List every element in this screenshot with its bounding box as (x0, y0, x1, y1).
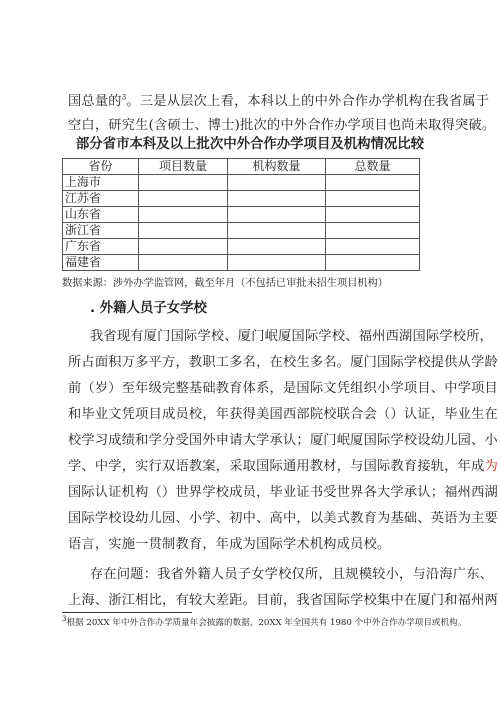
header-province: 省份 (63, 159, 139, 175)
para2-line: 上海、浙江相比，有较大差距。目前，我省国际学校集中在厦门和福州两 (68, 593, 498, 608)
para1-line: 国际认证机构（）世界学校成员，毕业证书受世界各大学承认；福州西湖 (68, 485, 498, 500)
table-row (63, 239, 420, 255)
intro-line-2: 空白，研究生(含硕士、博士)批次的中外合作办学项目也尚未取得突破。 (68, 118, 496, 133)
intro-line-1 (68, 93, 490, 110)
cell-total (326, 175, 420, 191)
para1-line (68, 459, 498, 475)
header-total: 总数量 (326, 159, 420, 175)
footnote-marker: 3 (62, 615, 67, 624)
cell-institutions (228, 255, 326, 271)
cell-institutions (228, 207, 326, 223)
section-heading: . 外籍人员子女学校 (90, 301, 207, 316)
table-source-note: 数据来源：涉外办学监管网，截至年月（不包括已审批未招生项目机构） (62, 278, 388, 289)
cell-total (326, 239, 420, 255)
table-caption: 部分省市本科及以上批次中外合作办学项目及机构情况比较 (75, 137, 425, 152)
header-institution-count: 机构数量 (228, 159, 326, 175)
para1-line: 校学习成绩和学分受国外申请大学承认；厦门岷厦国际学校设幼儿园、小 (68, 433, 498, 448)
cell-institutions (228, 239, 326, 255)
cell-institutions (228, 175, 326, 191)
cell-institutions (228, 191, 326, 207)
cell-projects (139, 191, 228, 207)
footnote-ref: 3 (121, 93, 127, 102)
cell-province: 山东省 (63, 207, 139, 223)
highlighted-char: 为 (484, 459, 498, 474)
para1-line: 国际学校设幼儿园、小学、初中、高中，以美式教育为基础、英语为主要 (68, 511, 498, 526)
cell-total (326, 191, 420, 207)
table-row (63, 191, 420, 207)
table-row (63, 175, 420, 191)
intro-text: 国总量的 (68, 94, 122, 109)
table-row (63, 255, 420, 271)
para1-line: 语言，实施一贯制教育，年成为国际学术机构成员校。 (68, 537, 391, 552)
footnote-divider (62, 612, 192, 613)
para1-text: 学、中学，实行双语教案，采取国际通用教材，与国际教育接轨，年成 (68, 459, 485, 474)
cell-total (326, 255, 420, 271)
cell-total (326, 207, 420, 223)
header-project-count: 项目数量 (139, 159, 228, 175)
cell-province: 江苏省 (63, 191, 139, 207)
cell-province: 浙江省 (63, 223, 139, 239)
cell-projects (139, 255, 228, 271)
footnote-text: 根据 20XX 年中外合作办学质量年会披露的数据，20XX 年全国共有 1980 个中外合作办学项目或机构。 (66, 618, 467, 628)
para1-line: 所占面积万多平方，教职工多名，在校生多名。厦门国际学校提供从学龄 (68, 355, 498, 370)
cell-institutions (228, 223, 326, 239)
cell-projects (139, 175, 228, 191)
intro-text-rest: 。三是从层次上看，本科以上的中外合作办学机构在我省属于 (126, 94, 490, 109)
table-row (63, 223, 420, 239)
table-row (63, 207, 420, 223)
para1-line: 我省现有厦门国际学校、厦门岷厦国际学校、福州西湖国际学校所， (90, 329, 494, 344)
para1-line: 前（岁）至年级完整基础教育体系，是国际文凭组织小学项目、中学项目 (68, 381, 498, 396)
cell-total (326, 223, 420, 239)
cell-projects (139, 207, 228, 223)
cell-province: 福建省 (63, 255, 139, 271)
table-header-row (63, 159, 420, 175)
footnote (62, 617, 466, 629)
cell-projects (139, 239, 228, 255)
cell-province: 上海市 (63, 175, 139, 191)
comparison-table (62, 158, 420, 271)
cell-projects (139, 223, 228, 239)
para1-line: 和毕业文凭项目成员校，年获得美国西部院校联合会（）认证，毕业生在 (68, 407, 498, 422)
para2-line: 存在问题：我省外籍人员子女学校仅所，且规模较小，与沿海广东、 (90, 567, 494, 582)
cell-province: 广东省 (63, 239, 139, 255)
